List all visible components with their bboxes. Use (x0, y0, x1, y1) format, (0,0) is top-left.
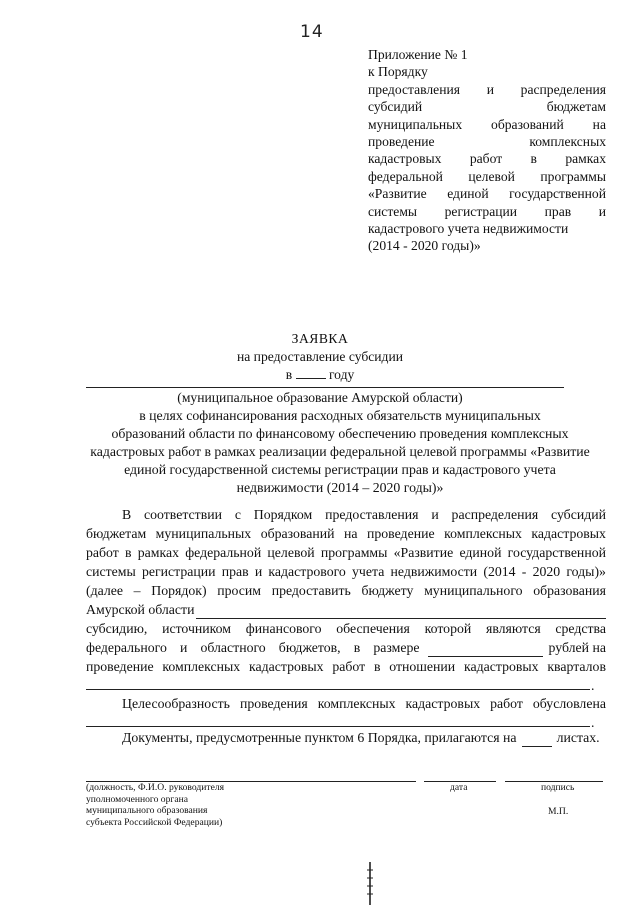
word: проведение (368, 133, 435, 149)
binding-mark-icon (365, 862, 375, 905)
word: предоставить (271, 583, 351, 598)
appendix-block (368, 46, 606, 255)
word: работ (469, 151, 503, 167)
rubles-label: рублей на (548, 640, 606, 655)
position-caption-line: уполномоченного органа (86, 793, 188, 805)
municipality-name-field[interactable] (196, 606, 606, 619)
appendix-line (368, 98, 606, 115)
region-label: Амурской области (86, 602, 195, 617)
word: проведение (367, 526, 435, 541)
word: государственной (509, 186, 606, 202)
appendix-line (368, 203, 606, 220)
word: комплексных (162, 659, 241, 674)
para-line-9 (86, 657, 606, 676)
word: с (234, 507, 241, 522)
purpose-line: кадастровых работ в рамках реализации федеральной целевой программы «Развитие (90, 444, 590, 459)
word: комплексных (529, 133, 606, 149)
word: в (373, 659, 381, 674)
word: недвижимости (390, 564, 478, 579)
word: являются (485, 621, 541, 636)
sheets-count-field[interactable] (522, 734, 552, 747)
appendix-line (368, 220, 606, 237)
word: бюджету (361, 583, 414, 598)
word: в (530, 151, 537, 167)
municipality-caption: (муниципальное образование Амурской области) (177, 390, 463, 405)
word: государственной (507, 545, 606, 560)
page-number: 14 (300, 22, 324, 42)
word: и (598, 203, 606, 219)
municipality-field[interactable] (86, 387, 564, 388)
word: кадастрового (268, 564, 346, 579)
appendix-lines (368, 81, 606, 255)
para-line-7 (86, 619, 606, 638)
word: которой (424, 621, 472, 636)
word: программы (320, 545, 388, 560)
word: кадастровых (248, 659, 324, 674)
purpose-line: в целях софинансирования расходных обязательств муниципальных (139, 408, 541, 423)
word: распределения (451, 507, 539, 522)
word: бюджетов, (278, 640, 341, 655)
word: и (179, 640, 188, 655)
cadastral-quarters-field[interactable] (86, 689, 590, 690)
word: образований (260, 526, 335, 541)
word: на (592, 116, 606, 132)
word: - (521, 564, 527, 579)
word: образований (491, 116, 564, 132)
word: областного (200, 640, 266, 655)
word: целевой (267, 545, 315, 560)
sheets-label: листах. (556, 730, 600, 745)
position-caption (86, 782, 286, 828)
word: проведение (86, 659, 154, 674)
word: обеспечения (336, 621, 410, 636)
para-line-2 (86, 524, 606, 543)
word: кадастровых (463, 659, 539, 674)
word: кварталов (547, 659, 606, 674)
word: федеральной (185, 545, 262, 560)
para-line-10 (122, 694, 606, 713)
word: комплексных (317, 696, 396, 711)
word: системы (86, 564, 136, 579)
word: в (353, 640, 361, 655)
para-line-8-words (86, 638, 420, 657)
para-line-8 (86, 638, 606, 657)
year-prefix: в (285, 367, 293, 382)
word: единой (447, 186, 489, 202)
para-line-1 (122, 505, 606, 524)
word: бюджетам (86, 526, 147, 541)
position-caption-line: субъекта Российской Федерации) (86, 816, 223, 828)
word: предоставления (368, 81, 461, 97)
word: Порядок) (151, 583, 207, 598)
sign-caption: подпись (541, 782, 575, 793)
word: кадастровых (531, 526, 606, 541)
word: Целесообразность (122, 696, 230, 711)
word: размере (373, 640, 420, 655)
appendix-line (368, 237, 606, 254)
word: (далее (86, 583, 123, 598)
word: (2014 - 2020 годы)» (368, 238, 481, 254)
word: отношении (389, 659, 456, 674)
word: годы)» (566, 564, 606, 579)
word: муниципального (424, 583, 523, 598)
documents-text: Документы, предусмотренные пунктом 6 Порядка, прилагаются на (122, 730, 517, 745)
word: (2014 (483, 564, 516, 579)
word: проведения (239, 696, 308, 711)
word: распределения (520, 81, 606, 97)
position-caption-line: муниципального образования (86, 805, 208, 817)
para-line-6 (86, 600, 606, 619)
word: муниципальных (368, 116, 463, 132)
word: образования (533, 583, 606, 598)
word: федеральной (368, 168, 443, 184)
appendix-line (368, 185, 606, 202)
word: федерального (86, 640, 167, 655)
word: соответствии (144, 507, 222, 522)
purpose-line: образований области по финансовому обеспечению проведения комплексных (111, 426, 569, 441)
year-suffix: году (328, 367, 355, 382)
word: системы (368, 203, 418, 219)
word: муниципальных (155, 526, 252, 541)
word: и (254, 564, 263, 579)
purpose-text (70, 407, 610, 497)
para-line-5 (86, 581, 606, 600)
appendix-line (368, 116, 606, 133)
word: «Развитие (368, 186, 427, 202)
word: учета (352, 564, 385, 579)
word: кадастровых (405, 696, 481, 711)
application-year-line (0, 366, 640, 384)
word: регистрации (141, 564, 216, 579)
word: средства (555, 621, 606, 636)
application-header (0, 330, 640, 384)
word: источником (162, 621, 232, 636)
appendix-line (368, 81, 606, 98)
word: субсидий (368, 99, 423, 115)
word: рамках (565, 151, 606, 167)
word: – (133, 583, 141, 598)
word: регистрации (444, 203, 518, 219)
seal-caption: М.П. (548, 806, 569, 817)
justification-end-period: . (591, 715, 595, 730)
word: кадастровых (368, 151, 442, 167)
word: финансового (245, 621, 322, 636)
date-caption: дата (450, 782, 468, 793)
word: просим (217, 583, 262, 598)
word: единой (459, 545, 502, 560)
position-caption-line: (должность, Ф.И.О. руководителя (86, 782, 225, 793)
appendix-line (368, 133, 606, 150)
word: бюджетам (546, 99, 606, 115)
word: субсидию, (86, 621, 148, 636)
purpose-line: единой государственной системы регистрации прав и кадастрового учета (124, 462, 556, 477)
word: и (431, 507, 439, 522)
word: предоставления (325, 507, 419, 522)
word: рамках (137, 545, 179, 560)
appendix-line (368, 168, 606, 185)
word: комплексных (444, 526, 522, 541)
word: обусловлена (532, 696, 606, 711)
word: работ (86, 545, 119, 560)
word: в (125, 545, 132, 560)
application-title: ЗАЯВКА (291, 331, 349, 346)
subsidy-amount-field[interactable] (428, 644, 543, 657)
para-line-12 (122, 728, 606, 747)
word: субсидий (551, 507, 606, 522)
year-field[interactable] (296, 366, 326, 379)
word: В (122, 507, 132, 522)
word: 2020 (532, 564, 561, 579)
purpose-line: недвижимости (2014 – 2020 годы)» (236, 480, 444, 495)
quarters-end-period: . (591, 678, 595, 693)
word: прав (544, 203, 572, 219)
word: Порядком (253, 507, 313, 522)
word: работ (490, 696, 523, 711)
word: на (344, 526, 358, 541)
appendix-subtitle: к Порядку (368, 64, 428, 80)
para-line-4 (86, 562, 606, 581)
word: целевой (468, 168, 515, 184)
word: кадастрового учета недвижимости (368, 220, 569, 236)
word: работ (332, 659, 366, 674)
appendix-title: Приложение № 1 (368, 47, 468, 62)
application-subtitle: на предоставление субсидии (236, 349, 404, 364)
word: «Развитие (393, 545, 454, 560)
word: прав (221, 564, 249, 579)
justification-field[interactable] (86, 726, 590, 727)
word: программы (540, 168, 606, 184)
para-line-3 (86, 543, 606, 562)
word: и (486, 81, 494, 97)
appendix-line (368, 150, 606, 167)
